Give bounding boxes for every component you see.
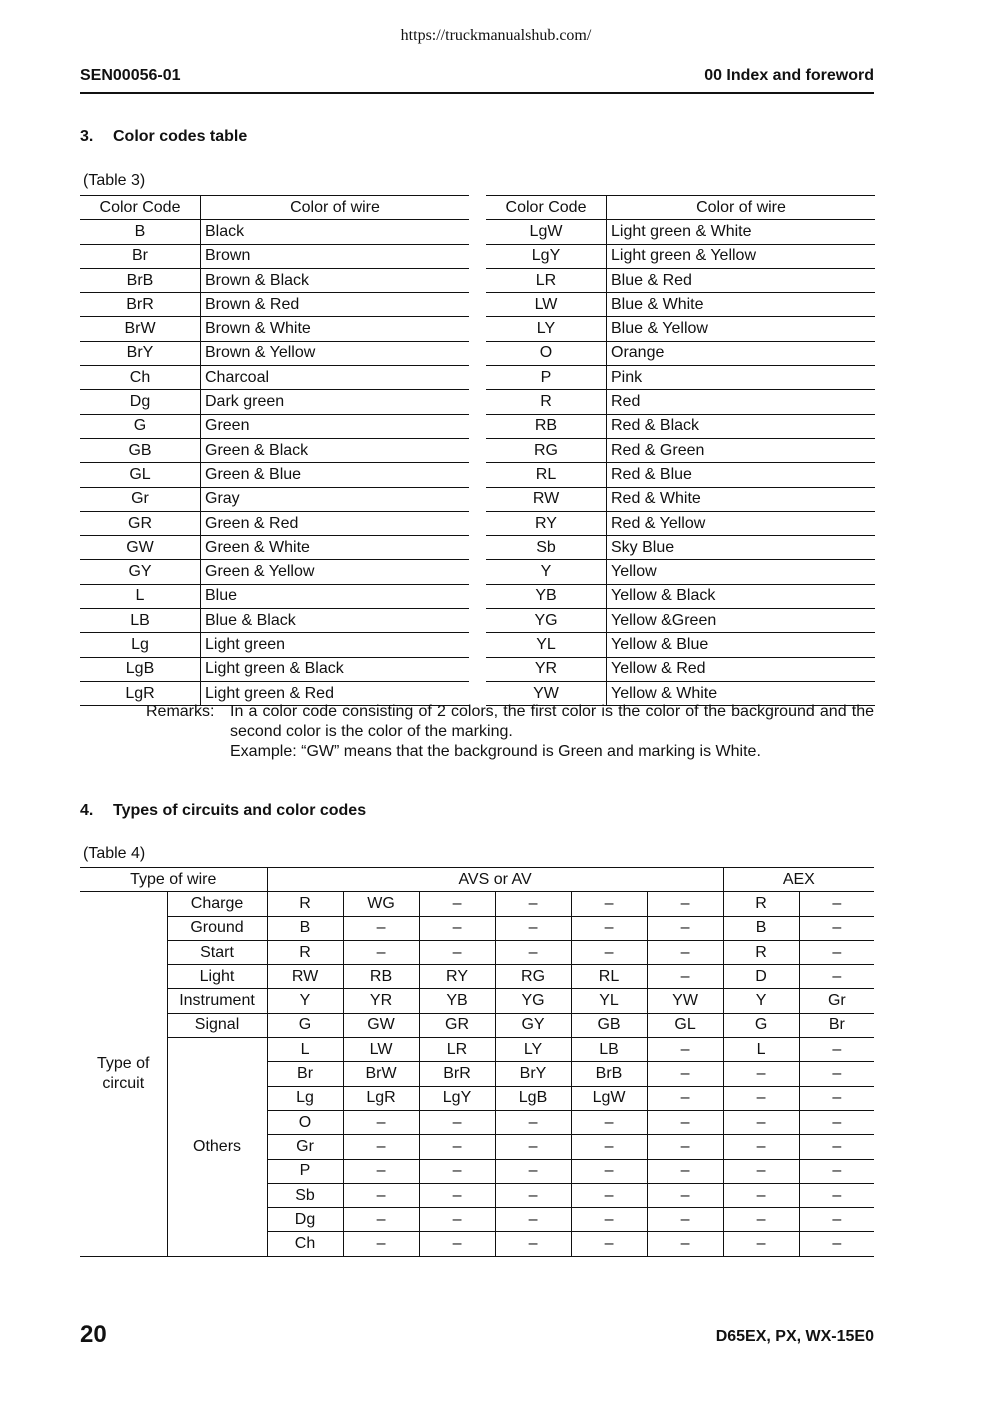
table-header-row <box>80 196 469 220</box>
color-code-cell: BrW <box>80 317 201 341</box>
table-row <box>486 366 875 390</box>
table-row <box>80 1038 874 1062</box>
aex-code-cell: L <box>723 1038 799 1062</box>
wire-color-cell: Brown <box>201 244 470 268</box>
color-code-cell: RB <box>486 414 607 438</box>
avs-code-cell: P <box>267 1159 343 1183</box>
avs-code-cell: – <box>495 1232 571 1256</box>
avs-code-cell: YB <box>419 989 495 1013</box>
wire-color-cell: Green & White <box>201 536 470 560</box>
color-code-table-left <box>80 195 469 706</box>
avs-code-cell: GB <box>571 1013 647 1037</box>
aex-code-cell: – <box>799 940 874 964</box>
avs-code-cell: – <box>419 1208 495 1232</box>
wire-color-cell: Red & Black <box>607 414 876 438</box>
wire-color-cell: Light green & Black <box>201 657 470 681</box>
color-code-cell: Dg <box>80 390 201 414</box>
wire-color-cell: Red & Green <box>607 438 876 462</box>
avs-code-cell: – <box>419 1183 495 1207</box>
wire-color-cell: Yellow & White <box>607 681 876 705</box>
avs-code-cell: YW <box>647 989 723 1013</box>
color-code-cell: GB <box>80 438 201 462</box>
table-row <box>80 366 469 390</box>
wire-color-cell: Yellow &Green <box>607 609 876 633</box>
avs-code-cell: LgW <box>571 1086 647 1110</box>
aex-code-cell: – <box>799 1062 874 1086</box>
avs-code-cell: – <box>343 1208 419 1232</box>
table-row <box>80 317 469 341</box>
wire-color-cell: Brown & Yellow <box>201 341 470 365</box>
table-row <box>80 536 469 560</box>
avs-code-cell: – <box>647 1062 723 1086</box>
section-title: Color codes table <box>113 128 248 145</box>
aex-code-cell: Br <box>799 1013 874 1037</box>
aex-code-cell: – <box>723 1208 799 1232</box>
avs-code-cell: – <box>571 1135 647 1159</box>
avs-code-cell: – <box>571 1232 647 1256</box>
avs-code-cell: Ch <box>267 1232 343 1256</box>
aex-code-cell: D <box>723 965 799 989</box>
avs-code-cell: GY <box>495 1013 571 1037</box>
avs-code-cell: – <box>343 1232 419 1256</box>
color-code-cell: G <box>80 414 201 438</box>
avs-code-cell: – <box>419 1110 495 1134</box>
col-header-avs: AVS or AV <box>267 868 723 892</box>
table-row <box>80 989 874 1013</box>
header-divider <box>80 92 874 94</box>
avs-code-cell: – <box>343 1183 419 1207</box>
table-row <box>80 414 469 438</box>
color-code-cell: LgR <box>80 681 201 705</box>
wire-color-cell: Green <box>201 414 470 438</box>
table-row <box>80 940 874 964</box>
table-row <box>80 657 469 681</box>
remarks-text: In a color code consisting of 2 colors, the first color is the color of the background and the second color is the color of the marking. <box>230 703 874 740</box>
color-code-cell: BrY <box>80 341 201 365</box>
table-row <box>486 609 875 633</box>
aex-code-cell: – <box>723 1183 799 1207</box>
avs-code-cell: – <box>495 916 571 940</box>
color-code-cell: GY <box>80 560 201 584</box>
avs-code-cell: YG <box>495 989 571 1013</box>
color-code-cell: YW <box>486 681 607 705</box>
aex-code-cell: – <box>799 892 874 916</box>
remarks-example: Example: “GW” means that the background is Green and marking is White. <box>230 743 761 760</box>
wire-color-cell: Red & White <box>607 487 876 511</box>
avs-code-cell: – <box>571 1110 647 1134</box>
avs-code-cell: Br <box>267 1062 343 1086</box>
avs-code-cell: LY <box>495 1038 571 1062</box>
aex-code-cell: B <box>723 916 799 940</box>
avs-code-cell: – <box>495 1208 571 1232</box>
model-designation: D65EX, PX, WX-15E0 <box>715 1328 874 1345</box>
avs-code-cell: Sb <box>267 1183 343 1207</box>
avs-code-cell: R <box>267 892 343 916</box>
table-row <box>486 438 875 462</box>
wire-color-cell: Brown & Red <box>201 293 470 317</box>
avs-code-cell: – <box>343 940 419 964</box>
color-code-cell: BrR <box>80 293 201 317</box>
wire-color-cell: Pink <box>607 366 876 390</box>
avs-code-cell: G <box>267 1013 343 1037</box>
avs-code-cell: – <box>495 940 571 964</box>
table-row <box>80 511 469 535</box>
wire-color-cell: Yellow & Black <box>607 584 876 608</box>
table-row <box>80 244 469 268</box>
aex-code-cell: – <box>723 1135 799 1159</box>
table-row <box>80 293 469 317</box>
table-row <box>80 916 874 940</box>
avs-code-cell: BrR <box>419 1062 495 1086</box>
avs-code-cell: RY <box>419 965 495 989</box>
table-row <box>486 293 875 317</box>
col-header-color-of-wire: Color of wire <box>607 196 876 220</box>
table-row <box>80 560 469 584</box>
wire-color-cell: Green & Black <box>201 438 470 462</box>
avs-code-cell: LW <box>343 1038 419 1062</box>
table-header-row <box>80 868 874 892</box>
avs-code-cell: L <box>267 1038 343 1062</box>
wire-color-cell: Blue <box>201 584 470 608</box>
table-header-row <box>486 196 875 220</box>
circuit-name-cell: Signal <box>167 1013 267 1037</box>
table-row <box>80 341 469 365</box>
avs-code-cell: – <box>571 940 647 964</box>
aex-code-cell: – <box>799 965 874 989</box>
wire-color-cell: Red & Blue <box>607 463 876 487</box>
wire-color-cell: Gray <box>201 487 470 511</box>
others-label: Others <box>167 1038 267 1257</box>
avs-code-cell: RL <box>571 965 647 989</box>
circuit-name-cell: Charge <box>167 892 267 916</box>
document-id: SEN00056-01 <box>80 67 181 84</box>
wire-color-cell: Light green & White <box>607 220 876 244</box>
avs-code-cell: RB <box>343 965 419 989</box>
table-row <box>80 609 469 633</box>
circuit-name-cell: Start <box>167 940 267 964</box>
avs-code-cell: – <box>647 1159 723 1183</box>
color-code-cell: LgW <box>486 220 607 244</box>
wire-color-cell: Blue & Yellow <box>607 317 876 341</box>
table-row <box>486 511 875 535</box>
avs-code-cell: – <box>647 1135 723 1159</box>
avs-code-cell: B <box>267 916 343 940</box>
remarks-block <box>146 702 874 762</box>
color-code-cell: P <box>486 366 607 390</box>
aex-code-cell: Y <box>723 989 799 1013</box>
aex-code-cell: – <box>799 1159 874 1183</box>
wire-color-cell: Red & Yellow <box>607 511 876 535</box>
aex-code-cell: – <box>799 1232 874 1256</box>
table-row <box>80 438 469 462</box>
avs-code-cell: – <box>571 1183 647 1207</box>
col-header-type-of-wire: Type of wire <box>80 868 267 892</box>
color-code-cell: YR <box>486 657 607 681</box>
wire-color-cell: Black <box>201 220 470 244</box>
avs-code-cell: Gr <box>267 1135 343 1159</box>
avs-code-cell: Dg <box>267 1208 343 1232</box>
table-4-caption: (Table 4) <box>83 845 146 862</box>
table-row <box>80 892 874 916</box>
table-row <box>486 487 875 511</box>
table-row <box>486 463 875 487</box>
avs-code-cell: RG <box>495 965 571 989</box>
avs-code-cell: – <box>419 892 495 916</box>
aex-code-cell: – <box>799 1135 874 1159</box>
avs-code-cell: – <box>343 1110 419 1134</box>
avs-code-cell: – <box>495 892 571 916</box>
aex-code-cell: R <box>723 940 799 964</box>
wire-color-cell: Blue & Red <box>607 268 876 292</box>
avs-code-cell: Lg <box>267 1086 343 1110</box>
aex-code-cell: – <box>723 1062 799 1086</box>
table-row <box>80 220 469 244</box>
wire-color-cell: Blue & Black <box>201 609 470 633</box>
color-code-cell: Br <box>80 244 201 268</box>
wire-color-cell: Brown & White <box>201 317 470 341</box>
color-code-cell: RL <box>486 463 607 487</box>
avs-code-cell: – <box>647 1038 723 1062</box>
avs-code-cell: – <box>419 916 495 940</box>
aex-code-cell: – <box>723 1159 799 1183</box>
avs-code-cell: O <box>267 1110 343 1134</box>
wire-color-cell: Sky Blue <box>607 536 876 560</box>
avs-code-cell: – <box>647 940 723 964</box>
avs-code-cell: – <box>495 1183 571 1207</box>
avs-code-cell: LgR <box>343 1086 419 1110</box>
table-row <box>486 584 875 608</box>
avs-code-cell: LR <box>419 1038 495 1062</box>
wire-color-cell: Yellow & Blue <box>607 633 876 657</box>
section-3-heading <box>80 128 247 146</box>
aex-code-cell: G <box>723 1013 799 1037</box>
table-row <box>486 341 875 365</box>
table-row <box>486 244 875 268</box>
color-code-cell: Sb <box>486 536 607 560</box>
aex-code-cell: – <box>799 1208 874 1232</box>
color-code-cell: Gr <box>80 487 201 511</box>
aex-code-cell: – <box>799 916 874 940</box>
aex-code-cell: R <box>723 892 799 916</box>
aex-code-cell: – <box>799 1086 874 1110</box>
avs-code-cell: RW <box>267 965 343 989</box>
avs-code-cell: WG <box>343 892 419 916</box>
table-row <box>486 268 875 292</box>
table-row <box>486 536 875 560</box>
wire-color-cell: Red <box>607 390 876 414</box>
avs-code-cell: R <box>267 940 343 964</box>
wire-color-cell: Dark green <box>201 390 470 414</box>
table-row <box>80 390 469 414</box>
wire-color-cell: Green & Red <box>201 511 470 535</box>
table-row <box>486 633 875 657</box>
wire-color-cell: Green & Yellow <box>201 560 470 584</box>
color-code-cell: LW <box>486 293 607 317</box>
wire-color-cell: Yellow & Red <box>607 657 876 681</box>
table-row <box>486 317 875 341</box>
section-title: Types of circuits and color codes <box>113 802 367 819</box>
table-row <box>80 584 469 608</box>
avs-code-cell: LgB <box>495 1086 571 1110</box>
color-code-cell: RW <box>486 487 607 511</box>
avs-code-cell: BrB <box>571 1062 647 1086</box>
avs-code-cell: – <box>419 940 495 964</box>
col-header-color-of-wire: Color of wire <box>201 196 470 220</box>
row-group-label: Type of circuit <box>80 892 167 1256</box>
color-code-cell: Y <box>486 560 607 584</box>
color-code-cell: YL <box>486 633 607 657</box>
table-row <box>80 1013 874 1037</box>
avs-code-cell: GW <box>343 1013 419 1037</box>
wire-color-cell: Green & Blue <box>201 463 470 487</box>
table-body <box>80 892 874 1256</box>
wire-color-cell: Yellow <box>607 560 876 584</box>
aex-code-cell: – <box>723 1110 799 1134</box>
col-header-color-code: Color Code <box>486 196 607 220</box>
table-row <box>486 220 875 244</box>
table-3-caption: (Table 3) <box>83 172 146 189</box>
wire-color-cell: Charcoal <box>201 366 470 390</box>
color-code-cell: RG <box>486 438 607 462</box>
table-row <box>80 633 469 657</box>
color-code-cell: YG <box>486 609 607 633</box>
col-header-color-code: Color Code <box>80 196 201 220</box>
color-code-cell: LgY <box>486 244 607 268</box>
avs-code-cell: – <box>571 1208 647 1232</box>
table-row <box>486 560 875 584</box>
remarks-label: Remarks: <box>146 703 215 720</box>
avs-code-cell: – <box>647 1208 723 1232</box>
avs-code-cell: – <box>647 965 723 989</box>
color-code-cell: LB <box>80 609 201 633</box>
avs-code-cell: – <box>571 1159 647 1183</box>
avs-code-cell: YR <box>343 989 419 1013</box>
col-header-aex: AEX <box>723 868 874 892</box>
avs-code-cell: – <box>419 1159 495 1183</box>
aex-code-cell: – <box>723 1086 799 1110</box>
wire-color-cell: Brown & Black <box>201 268 470 292</box>
aex-code-cell: – <box>723 1232 799 1256</box>
avs-code-cell: – <box>647 892 723 916</box>
avs-code-cell: GR <box>419 1013 495 1037</box>
table-row <box>80 965 874 989</box>
color-code-cell: LY <box>486 317 607 341</box>
avs-code-cell: – <box>647 1110 723 1134</box>
section-number: 3. <box>80 128 94 145</box>
table-row <box>486 414 875 438</box>
table-row <box>80 268 469 292</box>
color-code-cell: RY <box>486 511 607 535</box>
aex-code-cell: – <box>799 1183 874 1207</box>
avs-code-cell: BrW <box>343 1062 419 1086</box>
color-code-cell: L <box>80 584 201 608</box>
aex-code-cell: – <box>799 1110 874 1134</box>
avs-code-cell: – <box>343 1159 419 1183</box>
avs-code-cell: – <box>495 1110 571 1134</box>
color-code-cell: LgB <box>80 657 201 681</box>
avs-code-cell: – <box>647 916 723 940</box>
table-body <box>80 220 469 706</box>
avs-code-cell: – <box>495 1135 571 1159</box>
avs-code-cell: – <box>571 892 647 916</box>
color-code-cell: BrB <box>80 268 201 292</box>
avs-code-cell: – <box>647 1086 723 1110</box>
wire-color-cell: Blue & White <box>607 293 876 317</box>
table-row <box>486 390 875 414</box>
wire-color-cell: Orange <box>607 341 876 365</box>
avs-code-cell: – <box>647 1183 723 1207</box>
color-code-cell: R <box>486 390 607 414</box>
color-code-cell: B <box>80 220 201 244</box>
avs-code-cell: Y <box>267 989 343 1013</box>
avs-code-cell: – <box>647 1232 723 1256</box>
table-body <box>486 220 875 706</box>
avs-code-cell: – <box>495 1159 571 1183</box>
avs-code-cell: – <box>419 1135 495 1159</box>
avs-code-cell: LgY <box>419 1086 495 1110</box>
circuit-name-cell: Instrument <box>167 989 267 1013</box>
avs-code-cell: – <box>419 1232 495 1256</box>
color-code-cell: YB <box>486 584 607 608</box>
circuit-name-cell: Ground <box>167 916 267 940</box>
color-code-cell: LR <box>486 268 607 292</box>
avs-code-cell: – <box>343 916 419 940</box>
color-code-cell: GW <box>80 536 201 560</box>
source-url[interactable]: https://truckmanualshub.com/ <box>400 27 592 44</box>
table-row <box>80 463 469 487</box>
avs-code-cell: – <box>571 916 647 940</box>
avs-code-cell: – <box>343 1135 419 1159</box>
avs-code-cell: GL <box>647 1013 723 1037</box>
color-code-table-right <box>486 195 875 706</box>
section-number: 4. <box>80 802 94 819</box>
color-code-cell: GL <box>80 463 201 487</box>
wire-color-cell: Light green & Red <box>201 681 470 705</box>
color-code-cell: Lg <box>80 633 201 657</box>
wire-color-cell: Light green <box>201 633 470 657</box>
section-4-heading <box>80 802 366 820</box>
document-section-title: 00 Index and foreword <box>704 67 874 84</box>
circuit-name-cell: Light <box>167 965 267 989</box>
table-row <box>80 487 469 511</box>
color-code-cell: GR <box>80 511 201 535</box>
circuit-color-table <box>80 867 874 1257</box>
aex-code-cell: Gr <box>799 989 874 1013</box>
page-number: 20 <box>80 1321 107 1348</box>
avs-code-cell: BrY <box>495 1062 571 1086</box>
color-code-cell: Ch <box>80 366 201 390</box>
table-row <box>486 657 875 681</box>
wire-color-cell: Light green & Yellow <box>607 244 876 268</box>
aex-code-cell: – <box>799 1038 874 1062</box>
color-code-cell: O <box>486 341 607 365</box>
avs-code-cell: YL <box>571 989 647 1013</box>
avs-code-cell: LB <box>571 1038 647 1062</box>
